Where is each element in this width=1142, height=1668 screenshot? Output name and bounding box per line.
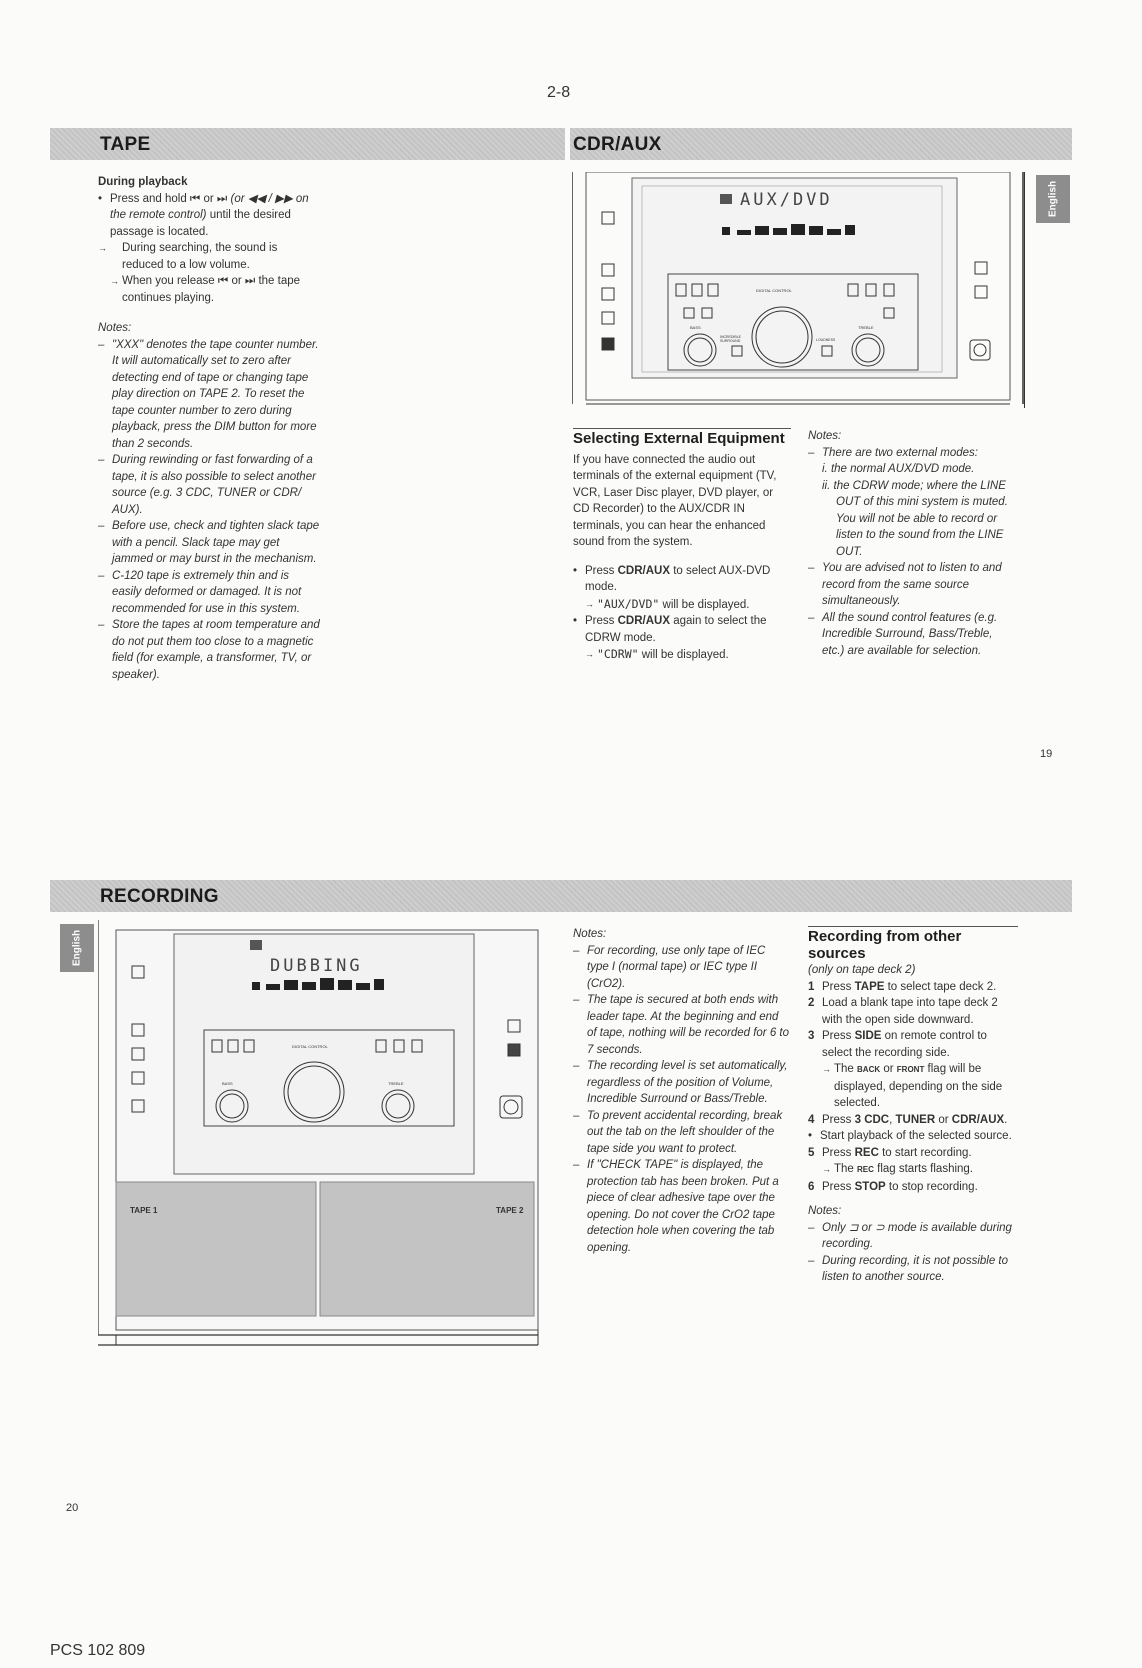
arrow-cdrw-lcd: "CDRW": [597, 647, 639, 661]
next-icon: ⏭: [216, 192, 228, 205]
rec-step-6-b: STOP: [854, 1180, 886, 1193]
rec-step-3-arrow: [822, 1061, 1018, 1112]
rec-step-6-a: Press: [822, 1180, 852, 1193]
rec-step-5-arrow-b: flag starts flashing.: [877, 1163, 974, 1175]
recording-note: – If "CHECK TAPE" is displayed, the protection tab has been broken. Put a piece of clear adhesive tape over the opening. Do not cover the CrO2 tape detection hole when covering the tab opening.: [573, 1157, 789, 1256]
or-text-3: or: [883, 1063, 894, 1075]
recording-device-illustration: [98, 920, 558, 1360]
back-flag: BACK: [857, 1065, 881, 1074]
rec-bass-label: BASS: [222, 1081, 233, 1086]
front-flag: FRONT: [896, 1065, 925, 1074]
treble-label: TREBLE: [858, 325, 874, 330]
rec-step-5: [808, 1145, 1018, 1162]
tape-arrow-2-a: When you release: [122, 275, 215, 287]
rec-step-1-c: to select tape deck 2.: [884, 980, 997, 993]
arrow-aux-dvd: [585, 596, 791, 614]
recording-steps-section: [808, 926, 1018, 1286]
page-number-20: 20: [66, 1502, 79, 1514]
tape-step-1-text: Press and hold: [110, 192, 187, 205]
rec-step-4-c: TUNER: [895, 1113, 936, 1126]
tape-note: – During rewinding or fast forwarding of a tape, it is also possible to select another source (e.g. 3 CDC, TUNER or CDR/ AUX).: [98, 452, 320, 518]
rec-notes2-label: Notes:: [808, 1205, 842, 1217]
rec-step-3: [808, 1028, 1018, 1061]
prev-icon: ⏮: [189, 192, 201, 205]
tape-arrow-1: [98, 240, 320, 273]
rec-note2: – Only ⊐ or ⊃ mode is available during recording.: [808, 1220, 1018, 1253]
tape-arrow-2-b: the tape continues playing.: [122, 275, 301, 304]
arrow-aux-dvd-rest: will be displayed.: [662, 598, 750, 611]
digital-control-label: DIGITAL CONTROL: [756, 288, 792, 293]
tape-notes-label: Notes:: [98, 322, 132, 334]
rec-step-4-d: or: [938, 1113, 949, 1126]
arrow-cdrw: [585, 646, 791, 664]
rec-step-6: [808, 1179, 1018, 1196]
bass-label: BASS: [690, 325, 701, 330]
tape-title: TAPE: [100, 134, 151, 155]
english-side-tab: English: [1036, 175, 1070, 223]
recording-note: – The tape is secured at both ends with leader tape. At the beginning and end of tape, nothing will be recorded for 6 to 7 seconds.: [573, 992, 789, 1058]
page-number-19: 19: [1040, 748, 1053, 760]
selecting-body: If you have connected the audio out terminals of the external equipment (TV, VCR, Laser Disc player, DVD player, or CD Recorder) to the AUX/CDR IN terminals, you can hear the enhanced sound from the system.: [573, 453, 777, 548]
recording-notes-label: Notes:: [573, 928, 607, 940]
rec-step-3-num: 3: [808, 1030, 815, 1042]
arrow-aux-dvd-lcd: "AUX/DVD": [597, 596, 660, 611]
press-step-2: [573, 613, 791, 646]
press-1-a: Press: [585, 564, 615, 577]
recording-note: – To prevent accidental recording, break out the tab on the left shoulder of the tape side you want to protect.: [573, 1108, 789, 1158]
doc-code: PCS 102 809: [50, 1642, 146, 1659]
english-side-tab-bottom: English: [60, 924, 94, 972]
press-2-a: Press: [585, 615, 615, 627]
lcd-display-text: AUX/DVD: [740, 190, 833, 210]
rec-title: Recording from other sources: [808, 926, 1018, 962]
rec-subtitle: (only on tape deck 2): [808, 964, 916, 976]
cdr-note-1-ii: ii. the CDRW mode; where the LINE OUT of this mini system is muted. You will not be able to record or listen to the sound from the LINE OUT.: [822, 479, 1008, 558]
rec-bullet-start: • Start playback of the selected source.: [808, 1128, 1018, 1145]
dubbing-lcd-text: DUBBING: [270, 956, 363, 976]
cdr-note: – All the sound control features (e.g. Incredible Surround, Bass/Treble, etc.) are available for selection.: [808, 610, 1008, 660]
selecting-external-section: [573, 428, 791, 664]
rec-step-5-num: 5: [808, 1146, 815, 1159]
tape-note: – C-120 tape is extremely thin and is easily deformed or damaged. It is not recommended for use in this system.: [98, 568, 320, 618]
rec-step-6-c: to stop recording.: [888, 1180, 978, 1193]
cdr-note-1: – There are two external modes:: [822, 446, 978, 459]
tape-2-label: TAPE 2: [496, 1206, 524, 1215]
rec-note2: – During recording, it is not possible to listen to another source.: [808, 1253, 1018, 1286]
recording-note: – The recording level is set automatically, regardless of the position of Volume, Incredible Surround or Bass/Treble.: [573, 1058, 789, 1108]
cdr-notes-list: [808, 445, 1008, 660]
tape-step-1: [98, 191, 320, 241]
page-ref: 2-8: [547, 84, 571, 101]
selecting-title: Selecting External Equipment: [573, 428, 791, 448]
or-text-2: or: [231, 275, 242, 287]
press-1-b: CDR/AUX: [617, 564, 670, 577]
cdr-device-illustration: [572, 172, 1024, 408]
recording-note: – For recording, use only tape of IEC type I (normal tape) or IEC type II (CrO2).: [573, 943, 789, 993]
rec-step-2: [808, 995, 1018, 1028]
rec-step-1: [808, 979, 1018, 996]
next-icon-2: ⏭: [244, 275, 256, 287]
recording-notes-list: [573, 943, 789, 1257]
remote-note: (or ◀◀ / ▶▶ on the remote control): [110, 192, 309, 221]
tape-arrow-1-text: During searching, the sound is reduced to a low volume.: [122, 242, 278, 271]
prev-icon-2: ⏮: [217, 275, 229, 287]
tape-note: – Before use, check and tighten slack tape with a pencil. Slack tape may get jammed or may burst in the mechanism.: [98, 518, 320, 568]
arrow-cdrw-rest: will be displayed.: [641, 649, 729, 661]
press-step-1: [573, 563, 791, 596]
rec-step-5-arrow-a: The: [834, 1163, 854, 1175]
rec-step-1-a: Press: [822, 980, 855, 993]
during-playback-heading: During playback: [98, 176, 188, 188]
cdr-note: – You are advised not to listen to and record from the same source simultaneously.: [808, 560, 1008, 610]
rec-step-3-c: on remote control to select the recording side.: [822, 1030, 987, 1059]
rec-step-5-c: to start recording.: [882, 1146, 972, 1159]
tape-note: – Store the tapes at room temperature and do not put them too close to a magnetic field (for example, a transformer, TV, or speaker).: [98, 617, 320, 683]
tape-notes: [98, 337, 320, 684]
rec-step-1-num: 1: [808, 980, 815, 993]
rec-step-4: 4 Press 3 CDC, TUNER or CDR/AUX.: [808, 1112, 1018, 1129]
cdr-note: [808, 445, 1008, 561]
rec-flag: REC: [857, 1165, 874, 1174]
rec-step-4-a: Press: [822, 1113, 852, 1126]
rec-step-4-e: CDR/AUX: [951, 1113, 1005, 1126]
cdr-notes-label: Notes:: [808, 430, 842, 442]
rec-step-3-arrow-a: The: [834, 1063, 854, 1075]
press-2-b: CDR/AUX: [617, 615, 670, 627]
rec-step-5-b: REC: [854, 1146, 879, 1159]
rec-notes2-list: [808, 1220, 1018, 1286]
tape-1-label: TAPE 1: [130, 1206, 158, 1215]
rec-step-2-a: Load a blank tape into tape deck 2 with the open side downward.: [822, 997, 998, 1026]
rec-step-4-num: 4: [808, 1113, 815, 1126]
loudness-label: LOUDNESS: [816, 338, 836, 342]
tape-arrow-2: [110, 273, 320, 306]
or-text: or: [203, 192, 214, 205]
recording-notes: [573, 926, 789, 1256]
rec-step-5-a: Press: [822, 1146, 852, 1159]
tape-column: [98, 174, 320, 683]
surround-label: INCREDIBLE SURROUND: [720, 335, 742, 343]
rec-digital-control-label: DIGITAL CONTROL: [292, 1044, 328, 1049]
rec-step-2-num: 2: [808, 997, 815, 1009]
rec-treble-label: TREBLE: [388, 1081, 404, 1086]
cdr-title: CDR/AUX: [573, 134, 662, 155]
rec-step-1-b: TAPE: [854, 980, 885, 993]
rec-step-5-arrow: [822, 1161, 1018, 1179]
rec-step-3-arrow-b: flag will be displayed, depending on the side selected.: [834, 1063, 1003, 1109]
side-tab-frame: [1024, 172, 1025, 408]
recording-title: RECORDING: [100, 886, 219, 907]
recording-device-svg: [98, 920, 558, 1360]
tape-step-1-rest: until the desired passage is located.: [110, 209, 291, 238]
press-2-c: again to select the CDRW mode.: [585, 615, 767, 644]
cdr-note-1-i: i. the normal AUX/DVD mode.: [822, 463, 975, 475]
rec-step-6-num: 6: [808, 1180, 815, 1193]
rec-step-4-b: 3 CDC: [854, 1113, 890, 1126]
rec-step-3-b: SIDE: [854, 1030, 882, 1042]
cdr-notes: [808, 428, 1008, 659]
press-1-c: to select AUX-DVD mode.: [585, 564, 771, 593]
rec-step-3-a: Press: [822, 1030, 855, 1042]
tape-note: – "XXX" denotes the tape counter number. It will automatically set to zero after detecting end of tape or changing tape play direction on TAPE 2. To reset the tape counter number to zero during playback, press the DIM button for more than 2 seconds.: [98, 337, 320, 453]
